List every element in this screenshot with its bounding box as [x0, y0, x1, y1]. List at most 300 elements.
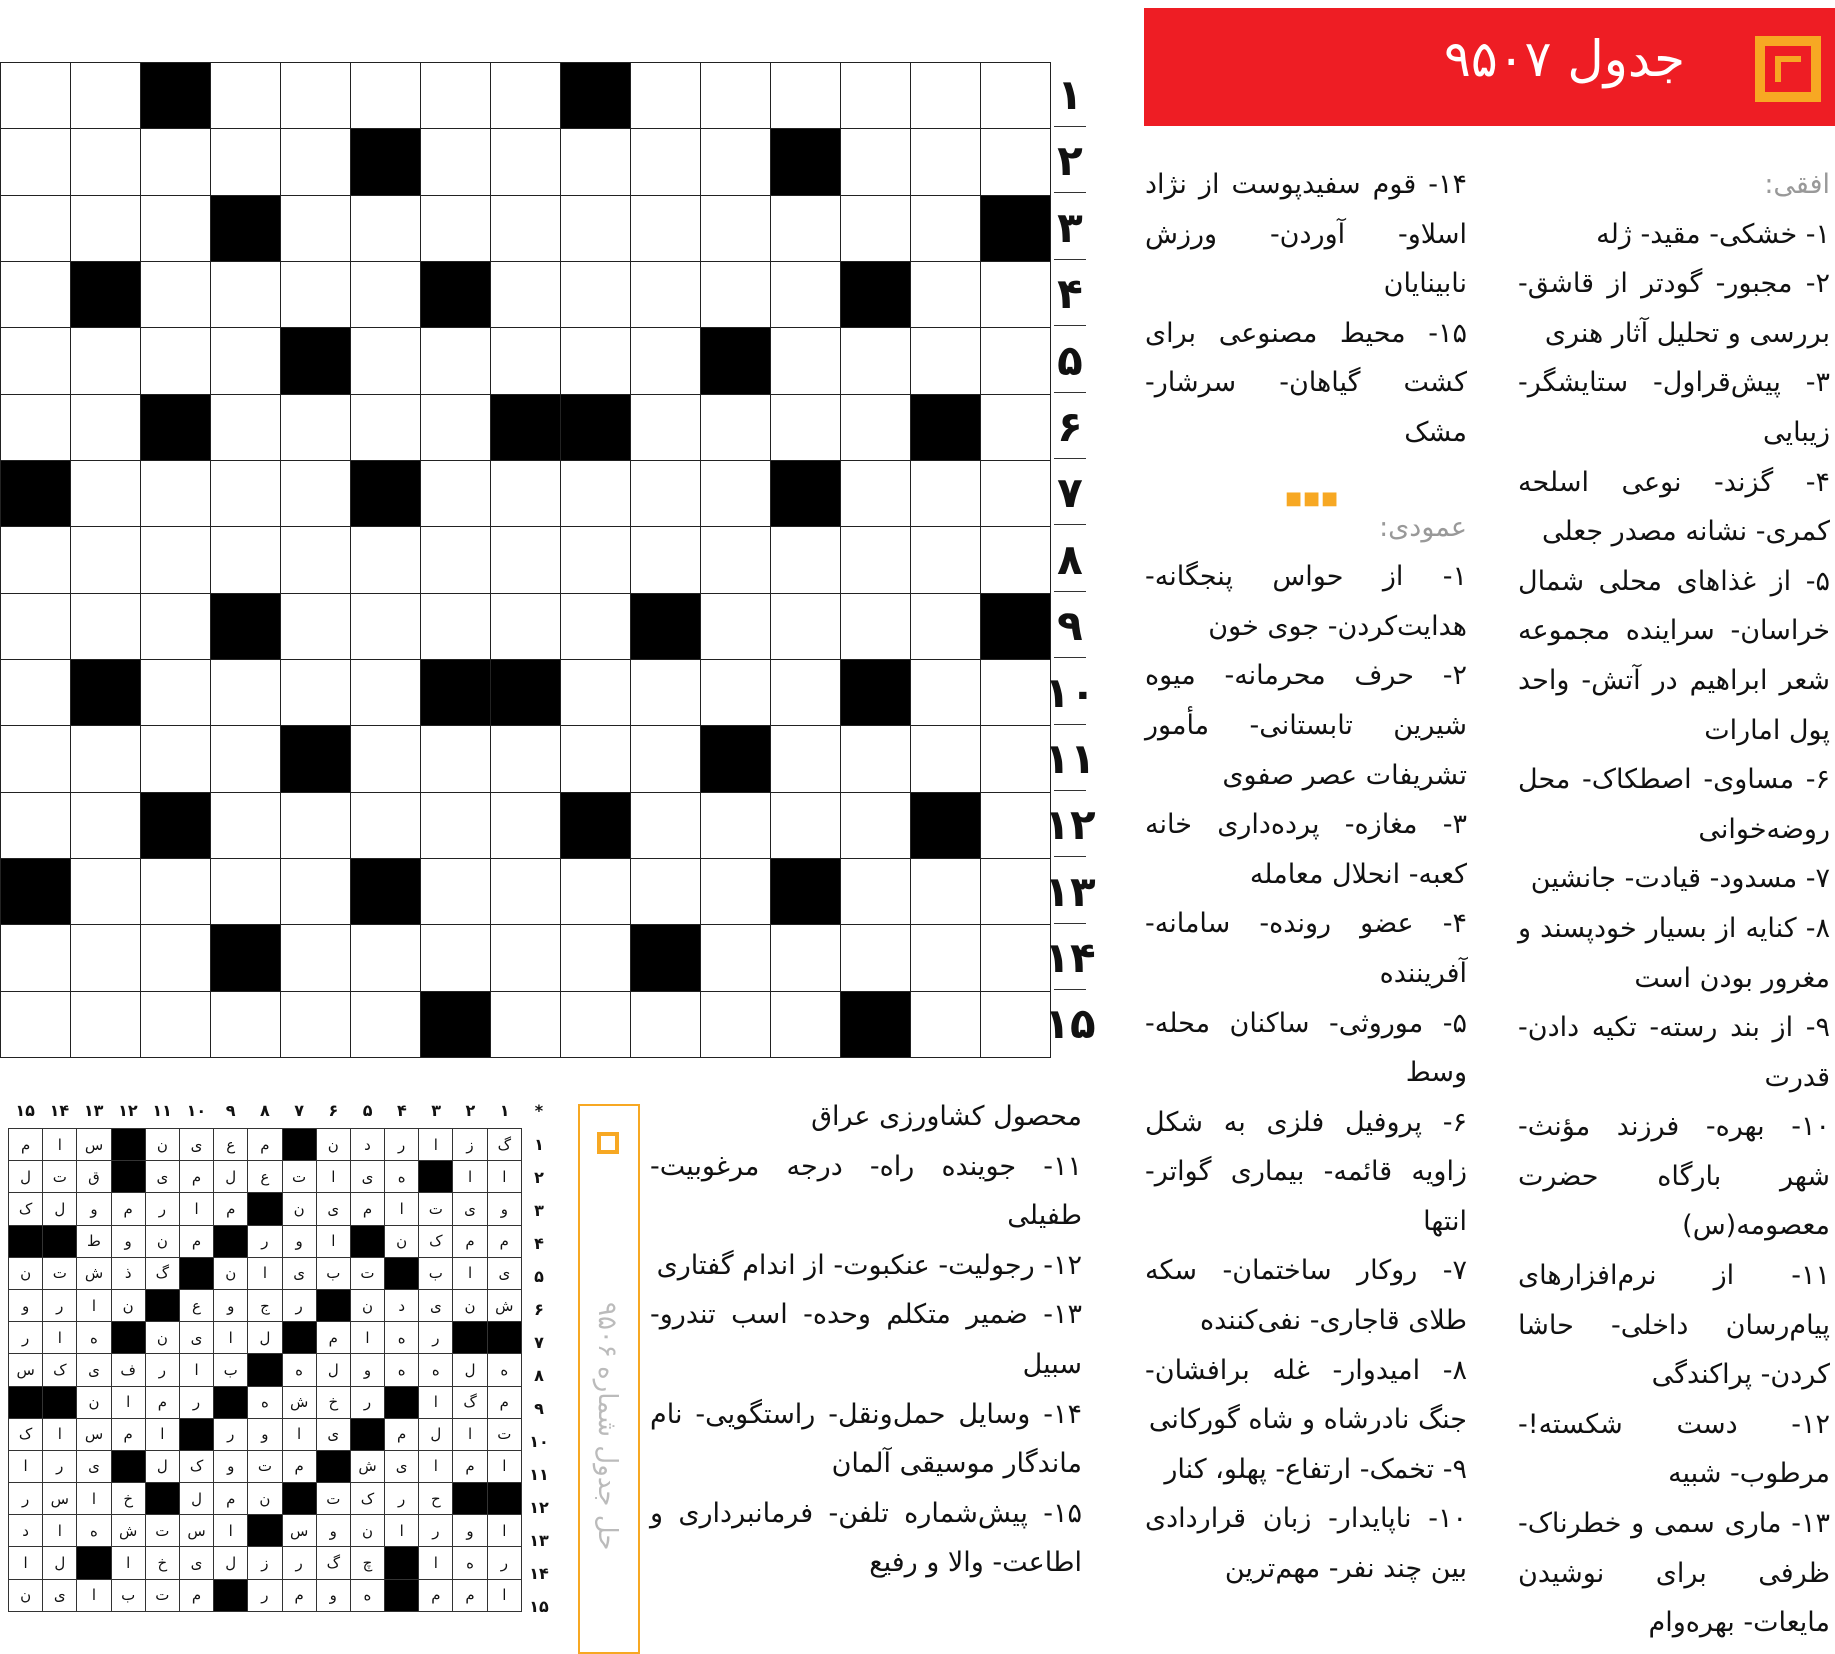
- solution-cell: م: [179, 1161, 213, 1193]
- solution-cell: ز: [453, 1129, 487, 1161]
- solution-col-number: ۶: [328, 1101, 339, 1120]
- grid-cell[interactable]: [351, 925, 421, 991]
- grid-cell[interactable]: [211, 858, 281, 924]
- down-clue: ۱- از حواس پنجگانه- هدایت‌کردن- جوی خون: [1145, 561, 1467, 642]
- grid-cell[interactable]: [491, 726, 561, 792]
- grid-cell[interactable]: [771, 925, 841, 991]
- grid-cell[interactable]: [911, 858, 981, 924]
- solution-row-number: ۳: [534, 1201, 544, 1220]
- across-clue: ۱۰- بهره- فرزند مؤنث- شهر بارگاه حضرت معصومه(س): [1518, 1111, 1830, 1242]
- grid-cell[interactable]: [701, 261, 771, 327]
- solution-row-number: ۷: [534, 1333, 544, 1352]
- grid-cell[interactable]: [911, 195, 981, 261]
- grid-cell[interactable]: [141, 593, 211, 659]
- grid-cell[interactable]: [351, 726, 421, 792]
- solution-black-cell: [111, 1129, 145, 1161]
- grid-cell[interactable]: [911, 129, 981, 195]
- grid-cell[interactable]: [1, 261, 71, 327]
- grid-cell[interactable]: [1, 328, 71, 394]
- solution-cell: ا: [145, 1418, 179, 1450]
- grid-cell[interactable]: [1, 726, 71, 792]
- solution-cell: و: [214, 1289, 248, 1321]
- grid-cell[interactable]: [491, 328, 561, 394]
- black-cell: [141, 792, 211, 858]
- grid-cell[interactable]: [281, 394, 351, 460]
- grid-cell[interactable]: [771, 63, 841, 129]
- solution-cell: م: [111, 1418, 145, 1450]
- grid-cell[interactable]: [351, 991, 421, 1057]
- solution-row: [9, 1225, 522, 1257]
- grid-cell[interactable]: [351, 792, 421, 858]
- grid-cell[interactable]: [631, 394, 701, 460]
- grid-cell[interactable]: [561, 460, 631, 526]
- grid-cell[interactable]: [281, 129, 351, 195]
- grid-cell[interactable]: [491, 460, 561, 526]
- grid-cell[interactable]: [561, 527, 631, 593]
- solution-cell: ه: [385, 1322, 419, 1354]
- grid-cell[interactable]: [421, 328, 491, 394]
- grid-cell[interactable]: [281, 195, 351, 261]
- grid-row: [1, 726, 1051, 792]
- solution-cell: ه: [248, 1386, 282, 1418]
- grid-cell[interactable]: [71, 394, 141, 460]
- grid-cell[interactable]: [911, 991, 981, 1057]
- grid-cell[interactable]: [911, 261, 981, 327]
- solution-cell: ر: [9, 1322, 43, 1354]
- solution-cell: د: [385, 1289, 419, 1321]
- grid-cell[interactable]: [491, 991, 561, 1057]
- grid-cell[interactable]: [211, 527, 281, 593]
- grid-cell[interactable]: [491, 925, 561, 991]
- solution-cell: ا: [111, 1547, 145, 1579]
- grid-cell[interactable]: [211, 394, 281, 460]
- grid-row: [1, 925, 1051, 991]
- grid-cell[interactable]: [421, 925, 491, 991]
- grid-row: [1, 328, 1051, 394]
- grid-cell[interactable]: [701, 63, 771, 129]
- grid-cell[interactable]: [771, 593, 841, 659]
- solution-cell: ا: [453, 1257, 487, 1289]
- solution-cell: ل: [248, 1322, 282, 1354]
- grid-cell[interactable]: [701, 460, 771, 526]
- grid-cell[interactable]: [701, 925, 771, 991]
- grid-cell[interactable]: [141, 261, 211, 327]
- grid-cell[interactable]: [491, 261, 561, 327]
- grid-cell[interactable]: [491, 858, 561, 924]
- grid-cell[interactable]: [211, 726, 281, 792]
- row-number: ۴: [1040, 261, 1100, 327]
- grid-cell[interactable]: [1, 659, 71, 725]
- grid-cell[interactable]: [211, 792, 281, 858]
- grid-cell[interactable]: [211, 328, 281, 394]
- grid-cell[interactable]: [281, 593, 351, 659]
- solution-cell: ط: [77, 1225, 111, 1257]
- grid-cell[interactable]: [141, 129, 211, 195]
- solution-row-number: ۵: [534, 1267, 544, 1286]
- solution-black-cell: [145, 1289, 179, 1321]
- grid-cell[interactable]: [1, 792, 71, 858]
- solution-col-number: ۱: [499, 1101, 510, 1120]
- grid-cell[interactable]: [351, 659, 421, 725]
- solution-cell: ا: [453, 1418, 487, 1450]
- solution-cell: ی: [77, 1450, 111, 1482]
- grid-cell[interactable]: [561, 726, 631, 792]
- grid-cell[interactable]: [911, 593, 981, 659]
- grid-cell[interactable]: [631, 527, 701, 593]
- grid-cell[interactable]: [281, 659, 351, 725]
- grid-cell[interactable]: [421, 460, 491, 526]
- solution-black-cell: [9, 1386, 43, 1418]
- solution-black-cell: [43, 1225, 77, 1257]
- grid-cell[interactable]: [141, 195, 211, 261]
- grid-cell[interactable]: [561, 593, 631, 659]
- solution-black-cell: [316, 1450, 350, 1482]
- grid-cell[interactable]: [141, 925, 211, 991]
- solution-row: [9, 1450, 522, 1482]
- solution-col-number: ۱۲: [118, 1101, 138, 1120]
- grid-cell[interactable]: [71, 726, 141, 792]
- solution-black-cell: [145, 1483, 179, 1515]
- grid-cell[interactable]: [71, 129, 141, 195]
- down-clue: ۱۰- ناپایدار- زبان قراردادی بین چند نفر- مهم‌ترین: [1145, 1503, 1467, 1585]
- solution-black-cell: [453, 1483, 487, 1515]
- across-heading: افقی:: [1764, 169, 1830, 200]
- solution-cell: ک: [9, 1193, 43, 1225]
- grid-row: [1, 991, 1051, 1057]
- solution-cell: ا: [419, 1386, 453, 1418]
- grid-cell[interactable]: [351, 328, 421, 394]
- solution-cell: ب: [214, 1354, 248, 1386]
- grid-cell[interactable]: [211, 261, 281, 327]
- solution-cell: ن: [111, 1289, 145, 1321]
- row-number: ۱۳: [1040, 859, 1100, 925]
- grid-cell[interactable]: [491, 63, 561, 129]
- grid-cell[interactable]: [421, 394, 491, 460]
- solution-cell: ق: [77, 1161, 111, 1193]
- grid-cell[interactable]: [141, 460, 211, 526]
- grid-cell[interactable]: [351, 394, 421, 460]
- solution-row-number: ۹: [534, 1399, 544, 1418]
- grid-cell[interactable]: [911, 63, 981, 129]
- black-cell: [351, 129, 421, 195]
- grid-cell[interactable]: [841, 195, 911, 261]
- black-cell: [211, 195, 281, 261]
- grid-cell[interactable]: [561, 991, 631, 1057]
- grid-cell[interactable]: [1, 991, 71, 1057]
- grid-cell[interactable]: [421, 195, 491, 261]
- grid-cell[interactable]: [841, 593, 911, 659]
- black-cell: [351, 460, 421, 526]
- solution-cell: ر: [214, 1418, 248, 1450]
- grid-cell[interactable]: [421, 129, 491, 195]
- solution-cell: ا: [350, 1322, 384, 1354]
- solution-row-number: ۱: [534, 1135, 544, 1154]
- grid-cell[interactable]: [421, 527, 491, 593]
- grid-cell[interactable]: [911, 925, 981, 991]
- grid-cell[interactable]: [701, 527, 771, 593]
- solution-cell: ب: [419, 1257, 453, 1289]
- solution-cell: ر: [385, 1483, 419, 1515]
- grid-cell[interactable]: [71, 527, 141, 593]
- solution-black-cell: [487, 1483, 521, 1515]
- solution-black-cell: [350, 1418, 384, 1450]
- grid-cell[interactable]: [841, 328, 911, 394]
- grid-cell[interactable]: [71, 858, 141, 924]
- grid-cell[interactable]: [701, 195, 771, 261]
- grid-cell[interactable]: [351, 261, 421, 327]
- grid-cell[interactable]: [561, 659, 631, 725]
- grid-cell[interactable]: [631, 261, 701, 327]
- grid-cell[interactable]: [281, 792, 351, 858]
- solution-cell: م: [145, 1386, 179, 1418]
- grid-cell[interactable]: [141, 858, 211, 924]
- grid-cell[interactable]: [71, 925, 141, 991]
- grid-cell[interactable]: [701, 858, 771, 924]
- grid-cell[interactable]: [841, 63, 911, 129]
- grid-cell[interactable]: [421, 726, 491, 792]
- solution-cell: ا: [487, 1450, 521, 1482]
- solution-column-numbers: [8, 1094, 556, 1128]
- grid-cell[interactable]: [1, 394, 71, 460]
- black-cell: [281, 726, 351, 792]
- grid-cell[interactable]: [421, 792, 491, 858]
- grid-cell[interactable]: [141, 991, 211, 1057]
- grid-cell[interactable]: [71, 593, 141, 659]
- grid-cell[interactable]: [631, 991, 701, 1057]
- solution-cell: م: [111, 1193, 145, 1225]
- grid-cell[interactable]: [771, 659, 841, 725]
- grid-cell[interactable]: [491, 129, 561, 195]
- grid-cell[interactable]: [71, 195, 141, 261]
- grid-cell[interactable]: [421, 63, 491, 129]
- grid-cell[interactable]: [1, 195, 71, 261]
- solution-col-number: ۹: [225, 1101, 236, 1120]
- grid-cell[interactable]: [841, 792, 911, 858]
- down-clue: ۱۴- وسایل حمل‌ونقل- راستگویی- نام ماندگار موسیقی آلمان: [650, 1398, 1082, 1480]
- grid-cell[interactable]: [631, 460, 701, 526]
- grid-cell[interactable]: [1, 63, 71, 129]
- grid-cell[interactable]: [631, 328, 701, 394]
- grid-cell[interactable]: [351, 527, 421, 593]
- grid-cell[interactable]: [771, 195, 841, 261]
- solution-cell: ن: [385, 1225, 419, 1257]
- grid-cell[interactable]: [841, 394, 911, 460]
- grid-cell[interactable]: [701, 792, 771, 858]
- row-number: ۳: [1040, 195, 1100, 261]
- solution-cell: و: [111, 1225, 145, 1257]
- grid-row: [1, 394, 1051, 460]
- grid-cell[interactable]: [841, 925, 911, 991]
- black-cell: [281, 328, 351, 394]
- grid-cell[interactable]: [631, 195, 701, 261]
- solution-cell: و: [350, 1354, 384, 1386]
- solution-row: [9, 1386, 522, 1418]
- solution-cell: م: [282, 1450, 316, 1482]
- grid-cell[interactable]: [211, 129, 281, 195]
- black-cell: [351, 858, 421, 924]
- solution-black-cell: [111, 1450, 145, 1482]
- solution-cell: ع: [179, 1289, 213, 1321]
- solution-cell: ش: [282, 1386, 316, 1418]
- grid-cell[interactable]: [281, 261, 351, 327]
- solution-cell: ی: [487, 1257, 521, 1289]
- grid-cell[interactable]: [491, 593, 561, 659]
- solution-cell: ه: [385, 1354, 419, 1386]
- grid-cell[interactable]: [71, 328, 141, 394]
- solution-black-cell: [453, 1322, 487, 1354]
- grid-cell[interactable]: [631, 858, 701, 924]
- solution-cell: م: [179, 1579, 213, 1611]
- grid-cell[interactable]: [911, 659, 981, 725]
- grid-cell[interactable]: [701, 659, 771, 725]
- grid-row: [1, 527, 1051, 593]
- grid-cell[interactable]: [701, 129, 771, 195]
- grid-cell[interactable]: [141, 726, 211, 792]
- grid-cell[interactable]: [1, 925, 71, 991]
- grid-cell[interactable]: [911, 460, 981, 526]
- row-number: ۱۴: [1040, 925, 1100, 991]
- solution-cell: ر: [385, 1129, 419, 1161]
- solution-row-number: ۸: [534, 1366, 544, 1385]
- solution-cell: ت: [43, 1257, 77, 1289]
- grid-cell[interactable]: [211, 659, 281, 725]
- grid-cell[interactable]: [211, 460, 281, 526]
- grid-cell[interactable]: [71, 792, 141, 858]
- grid-cell[interactable]: [141, 527, 211, 593]
- grid-cell[interactable]: [841, 527, 911, 593]
- black-cell: [491, 659, 561, 725]
- grid-cell[interactable]: [561, 129, 631, 195]
- grid-cell[interactable]: [771, 527, 841, 593]
- grid-cell[interactable]: [771, 328, 841, 394]
- row-number: ۱۱: [1040, 726, 1100, 792]
- black-cell: [631, 593, 701, 659]
- grid-cell[interactable]: [491, 195, 561, 261]
- grid-cell[interactable]: [141, 328, 211, 394]
- solution-cell: ن: [145, 1129, 179, 1161]
- solution-cell: ل: [453, 1354, 487, 1386]
- solution-row: [9, 1354, 522, 1386]
- grid-cell[interactable]: [71, 991, 141, 1057]
- across-clue: ۷- مسدود- قیادت- جانشین: [1530, 863, 1830, 895]
- grid-cell[interactable]: [281, 527, 351, 593]
- solution-cell: ن: [9, 1579, 43, 1611]
- grid-cell[interactable]: [211, 991, 281, 1057]
- crossword-grid[interactable]: [0, 62, 1051, 1058]
- grid-cell[interactable]: [771, 991, 841, 1057]
- solution-cell: و: [9, 1289, 43, 1321]
- grid-cell[interactable]: [71, 63, 141, 129]
- grid-cell[interactable]: [771, 394, 841, 460]
- down-clue: ۴- عضو رونده- سامانه- آفریننده: [1145, 908, 1467, 989]
- across-clue: ۹- از بند رسته- تکیه دادن- قدرت: [1518, 1012, 1830, 1093]
- grid-cell[interactable]: [491, 527, 561, 593]
- grid-cell[interactable]: [841, 858, 911, 924]
- grid-cell[interactable]: [911, 328, 981, 394]
- grid-cell[interactable]: [281, 858, 351, 924]
- grid-cell[interactable]: [911, 726, 981, 792]
- grid-cell[interactable]: [281, 925, 351, 991]
- solution-cell: ن: [350, 1515, 384, 1547]
- solution-cell: ر: [145, 1354, 179, 1386]
- grid-cell[interactable]: [561, 925, 631, 991]
- solution-cell: ک: [419, 1225, 453, 1257]
- solution-cell: و: [453, 1515, 487, 1547]
- grid-cell[interactable]: [841, 726, 911, 792]
- grid-cell[interactable]: [631, 63, 701, 129]
- grid-cell[interactable]: [281, 460, 351, 526]
- grid-cell[interactable]: [841, 460, 911, 526]
- grid-cell[interactable]: [631, 129, 701, 195]
- grid-cell[interactable]: [1, 527, 71, 593]
- solution-row: [9, 1547, 522, 1579]
- grid-cell[interactable]: [631, 659, 701, 725]
- grid-cell[interactable]: [561, 858, 631, 924]
- grid-cell[interactable]: [281, 991, 351, 1057]
- grid-cell[interactable]: [841, 129, 911, 195]
- black-cell: [631, 925, 701, 991]
- grid-cell[interactable]: [771, 792, 841, 858]
- grid-cell[interactable]: [561, 328, 631, 394]
- grid-cell[interactable]: [141, 659, 211, 725]
- grid-row: [1, 195, 1051, 261]
- black-cell: [911, 394, 981, 460]
- solution-row: [9, 1257, 522, 1289]
- solution-label: حل جدول شماره ۹۵۰۶: [592, 1301, 622, 1551]
- grid-cell[interactable]: [1, 593, 71, 659]
- solution-cell: ی: [316, 1418, 350, 1450]
- grid-cell[interactable]: [421, 593, 491, 659]
- solution-cell: ی: [385, 1450, 419, 1482]
- grid-cell[interactable]: [351, 593, 421, 659]
- grid-cell[interactable]: [771, 726, 841, 792]
- solution-row-number: ۲: [534, 1168, 544, 1187]
- grid-cell[interactable]: [561, 195, 631, 261]
- grid-cell[interactable]: [771, 261, 841, 327]
- grid-cell[interactable]: [351, 195, 421, 261]
- solution-cell: گ: [145, 1257, 179, 1289]
- grid-cell[interactable]: [71, 460, 141, 526]
- grid-cell[interactable]: [701, 394, 771, 460]
- black-cell: [841, 659, 911, 725]
- solution-row: [9, 1515, 522, 1547]
- grid-cell[interactable]: [631, 726, 701, 792]
- grid-cell[interactable]: [911, 527, 981, 593]
- black-cell: [71, 261, 141, 327]
- grid-cell[interactable]: [701, 593, 771, 659]
- grid-cell[interactable]: [631, 792, 701, 858]
- solution-row: [9, 1322, 522, 1354]
- solution-cell: و: [214, 1450, 248, 1482]
- solution-cell: ا: [282, 1418, 316, 1450]
- grid-cell[interactable]: [421, 858, 491, 924]
- solution-cell: ن: [145, 1225, 179, 1257]
- grid-cell[interactable]: [1, 129, 71, 195]
- solution-row-number: ۶: [534, 1300, 544, 1319]
- row-number: ۷: [1040, 460, 1100, 526]
- grid-cell[interactable]: [281, 63, 351, 129]
- grid-cell[interactable]: [211, 63, 281, 129]
- solution-cell: ا: [43, 1515, 77, 1547]
- solution-row-number: ۱۱: [529, 1465, 549, 1484]
- solution-col-number: ۵: [362, 1101, 373, 1120]
- grid-cell[interactable]: [561, 261, 631, 327]
- grid-cell[interactable]: [351, 63, 421, 129]
- solution-cell: ل: [316, 1354, 350, 1386]
- grid-cell[interactable]: [491, 792, 561, 858]
- solution-row: [9, 1483, 522, 1515]
- grid-cell[interactable]: [701, 991, 771, 1057]
